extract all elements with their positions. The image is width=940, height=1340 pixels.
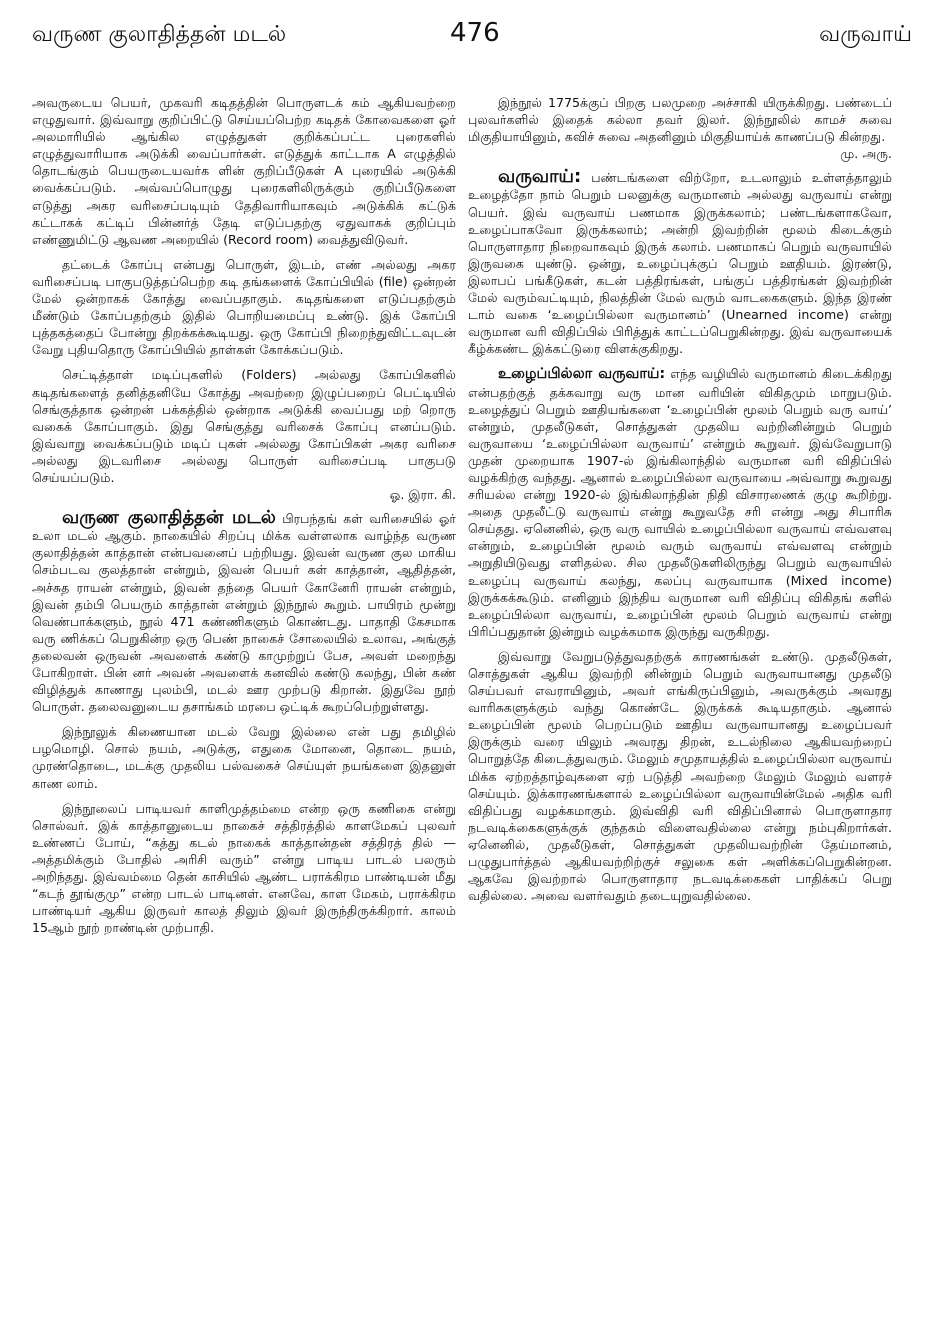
entry-paragraph	[32, 509, 456, 715]
author-signature: மு. அரு.	[840, 146, 892, 162]
paragraph: இந்நூலைப் பாடியவர் காளிமுத்தம்மை என்ற ஒரு கணிகை என்று சொல்வர். இக் காத்தானுடைய நாகைச் சத்திரத்தில் காளமேகப் புலவர் உண்ணப் போய், “கத்து கடல் நாகைக் காத்தான்தன் சத்திரத் தில் — அத்தமிக்கும் போதில் அரிசி வரும்” என்று பாடிய பாடல் பலரும் அறிந்தது. இவ்வம்மை தென் காசியில் ஆண்ட பராக்கிரம பாண்டியன் மீது “கடந் தூங்குமு” என்ற பாடல் பாடினள். எனவே, காள மேகம், பராக்கிரம பாண்டியர் ஆகிய இருவர் காலத் திலும் இவர் இருந்திருக்கிறார். காலம் 15ஆம் நூற் றாண்டின் முற்பாதி.	[32, 800, 456, 936]
paragraph: தட்டைக் கோப்பு என்பது பொருள், இடம், எண் அல்லது அகர வரிசைப்படி பாகுபடுத்தப்பெற்ற கடி தங்களைக் கோப்பியில் (file) ஒன்றன் மேல் ஒன்றாகக் கோத்து வைப்பதாகும். கடிதங்களை எடுப்பதற்கும் மீண்டும் கோப்பதற்கும் இதில் பொறியமைப்பு உண்டு. இக் கோப்பி புத்தகத்தைப் போன்று திறக்கக்கூடியது. ஒரு கோப்பி நிறைந்துவிட்டவுடன் வேறு புதியதொரு கோப்பியில் தாள்கள் கோக்கப்படும்.	[32, 256, 456, 358]
page-number: 476	[450, 18, 500, 48]
left-column	[32, 94, 456, 944]
subsection-paragraph	[468, 365, 892, 640]
entry-heading: வருவாய்:	[498, 166, 582, 188]
header-right-title: வருவாய்	[819, 22, 912, 47]
subsection-heading: உழைப்பில்லா வருவாய்:	[498, 366, 666, 383]
paragraph: அவருடைய பெயர், முகவரி கடிதத்தின் பொருளடக் கம் ஆகியவற்றை எழுதுவார். இவ்வாறு குறிப்பிட்டு செய்யப்பெற்ற கடிதக் கோவைகளை ஓர் அலமாரியில் ஆங்கில எழுத்துகள் குறிக்கப்பட்ட புரைகளில் எழுத்துவாரியாக அடுக்கி வைப்பார்கள். எடுத்துக் காட்டாக A எழுத்தில் தொடங்கும் பெயருடையவர்க ளின் குறிப்பீடுகள் A புரையில் அடுக்கி வைக்கப்படும். அவ்வப்பொழுது புரைகளிலிருக்கும் குறிப்பீடுகளை எடுத்து அகர வரிசைப்படியும் தேதிவாரியாகவும் அடுக்கிக் கட்டுக் கட்டாகக் கட்டிப் பின்னர்த் தேடி எடுப்பதற்கு ஏதுவாகக் குறிப்பும் எண்ணுமிட்டு ஆவண அறையில் (Record room) வைத்துவிடுவர்.	[32, 95, 456, 247]
paragraph: செட்டித்தாள் மடிப்புகளில் (Folders) அல்லது கோப்பிகளில் கடிதங்களைத் தனித்தனியே கோத்து அவற்றை இழுப்பறைப் பெட்டியில் செங்குத்தாக ஒன்றன் பக்கத்தில் ஒன்றாக அடுக்கி வைப்பது மற் றொரு வகைக் கோப்பாகும். இது செங்குத்து வரிசைக் கோப்பு எனப்படும். இவ்வாறு வைக்கப்படும் மடிப் புகள் அல்லது கோப்பிகள் அகர வரிசை அல்லது இடவரிசை அல்லது பொருள் வரிசைப்படி பாகுபடு செய்யப்படும்.	[32, 367, 456, 485]
paragraph: இந்நூல் 1775க்குப் பிறகு பலமுறை அச்சாகி யிருக்கிறது. பண்டைப் புலவர்களில் இதைக் கல்லா தவர் இலர். இந்நூலில் காமச் சுவை மிகுதியாயினும், கவிச் சுவை அதனினும் மிகுதியாய்க் காணப்படு கின்றது.	[468, 95, 892, 145]
paragraph: இவ்வாறு வேறுபடுத்துவதற்குக் காரணங்கள் உண்டு. முதலீடுகள், சொத்துகள் ஆகிய இவற்றி னின்றும் பெறும் வருவாயானது முதலீடு செய்பவர் எவராயினும், அவர் எங்கிருப்பினும், அவருக்கும் அவரது வாரிசுகளுக்கும் வந்து கொண்டே இருக்கக் கூடியதாகும். ஆனால் உழைப்பின் மூலம் பெறப்படும் ஊதிய வருவாயானது உழைப்பவர் இருக்கும் வரை யிலும் அவரது திறன், உடல்நிலை ஆகியவற்றைப் பொறுத்தே கிடைத்துவரும். மேலும் சமுதாயத்தில் உழைப்பில்லா வருவாய் மிக்க ஏற்றத்தாழ்வுகளை ஏற் படுத்தி அவற்றை மேலும் மேலும் வளரச் செய்யும். இக்காரணங்களால் உழைப்பில்லா வருவாயின்மேல் அதிக வரி விதிப்பது வழக்கமாகும். இவ்விதி வரி விதிப்பினால் பொருளாதார நடவடிக்கைகளுக்குக் குந்தகம் விளைவதில்லை என்று நம்புகிறார்கள். ஏனெனில், முதலீடுகள், சொத்துகள் முதலியவற்றின் தேய்மானம், பழுதுபார்த்தல் ஆகியவற்றிற்குச் சலுகை கள் அளிக்கப்பெறுகின்றன. ஆகவே இவற்றால் பொருளாதார நடவடிக்கைகள் பாதிக்கப் பெறு வதில்லை. அவை வளர்வதும் தடையுறுவதில்லை.	[468, 648, 892, 904]
entry-text: பண்டங்களை விற்றோ, உடலாலும் உள்ளத்தாலும் உழைத்தோ நாம் பெறும் பலனுக்கு வருமானம் அல்லது வருவாய் என்று பெயர். இவ் வருவாய் பணமாக இருக்கலாம்; பண்டங்களாகவோ, உழைப்பாகவோ இருக்கலாம்; அன்றி இவற்றின் மூலம் கிடைக்கும் பொருளாதார நிறைவாகவும் இருக் கலாம். பணமாகப் பெறும் வருவாயில் இருவகை யுண்டு. ஒன்று, உழைப்புக்குப் பெறும் ஊதியம். இரண்டு, இலாபப் பங்கீடுகள், கடன் பத்திரங்கள், பங்குப் பத்திரங்கள் இவற்றின் மேல் வரும்வட்டியும், நிலத்தின் மேல் வரும் வாடகைகளும். இந்த இரண் டாம் வகை ‘உழைப்பில்லா வருமானம்’ (Unearned income) என்று வருமான வரி விதிப்பில் பிரித்துக் காட்டப்பெறுகின்றது. இவ் வருவாயைக் கீழ்க்கண்ட இக்கட்டுரை விளக்குகிறது.	[468, 170, 892, 357]
entry-heading: வருண குலாதித்தன் மடல்	[62, 507, 276, 529]
paragraph: இந்நூலுக் கிணையான மடல் வேறு இல்லை என் பது தமிழில் பழமொழி. சொல் நயம், அடுக்கு, எதுகை மோனை, தொடை நயம், முரண்தொடை, மடக்கு முதலிய பல்வகைச் செய்யுள் நயங்களை இதனுள் காண லாம்.	[32, 724, 456, 791]
running-header	[32, 18, 912, 62]
header-left-title: வருண குலாதித்தன் மடல்	[32, 22, 287, 47]
author-signature: ஓ. இரா. கி.	[389, 487, 456, 503]
entry-text: பிரபந்தங் கள் வரிசையில் ஓர் உலா மடல் ஆகும். நாகையில் சிறப்பு மிக்க வள்ளலாக வாழ்ந்த வருண குலாதித்தன் காத்தான் என்பவனைப் பற்றியது. இவன் வருண குல மாகிய செம்படவ குலத்தான் என்றும், இவன் பெயர் கள் காத்தான், ஆதித்தன், அச்சுத ராயன் என்றும், இவன் தந்தை பெயர் கோனேரி ராயன் என்றும், இவன் தம்பி பெயரும் காத்தான் என்றும் இந்நூல் கூறும். பாயிரம் மூன்று வெண்பாக்களும், நூல் 471 கண்ணிகளும் கொண்டது. பாதாதி கேசமாக வரு ணிக்கப் பெறுகின்ற ஒரு பெண் நாகைச் சோலையில் உலாவ, அங்குத் தலைவன் ஒருவன் அவளைக் கண்டு காமுற்றுப் பேச, அவள் மறைந்து போகிறாள். பின் னர் அவன் அவளைக் கனவில் கண்டு கலந்து, பின் கண் விழித்துக் காணாது புலம்பி, மடல் ஊர முற்படு கிறான். இதுவே நூற் பொருள். தலைவனுடைய தசாங்கம் மரபை ஒட்டிக் கூறப்பெற்றுள்ளது.	[32, 511, 456, 715]
entry-paragraph	[468, 168, 892, 357]
subsection-text: எந்த வழியில் வருமானம் கிடைக்கிறது என்பதற்குத் தக்கவாறு வரு மான வரியின் விகிதமும் மாறுபடும். உழைத்துப் பெறும் ஊதியங்களை ‘உழைப்பின் மூலம் பெறும் வரு வாய்’ என்றும், முதலீடுகள், சொத்துகள் முதலிய வற்றினின்றும் பெறும் வருவாயை ‘உழைப்பில்லா வருவாய்’ என்றும் கூறுவர். இவ்வேறுபாடு முதன் முறையாக 1907-ல் இங்கிலாந்தில் வருமான வரி விதிப்பில் வழக்கிற்கு வந்தது. ஆனால் உழைப்பில்லா வருவாயை அவ்வாறு கூறுவது சரியல்ல என்று 1920-ல் இங்கிலாந்தின் நிதி விசாரணைக் குழு கூறிற்று. அதை முதலீட்டு வருவாய் என்று கூறுவதே சரி என்று அது சிபாரிசு செய்தது. ஏனெனில், ஒரு வரு வாயில் உழைப்பில்லா வருவாய் எவ்வளவு என்றும், உழைப்பின் மூலம் வரும் வருவாய் எவ்வளவு என்றும் அறுதியிடுவது எளிதல்ல. சில முதலீடுகளிலிருந்து பெறும் வருவாயில் உழைப்பு வருவாய் கலந்து, கலப்பு வருவாயாக (Mixed income) இருக்கக்கூடும். எனினும் இந்திய வருமான வரி விதிப்பு விகிதங் களில் உழைப்பில்லா வருவாய், உழைப்பின் மூலம் பெறும் வருவாய் என்று பிரிப்பதுதான் இன்றும் வழக்கமாக இருந்து வருகிறது.	[468, 366, 892, 639]
right-column	[468, 94, 892, 912]
